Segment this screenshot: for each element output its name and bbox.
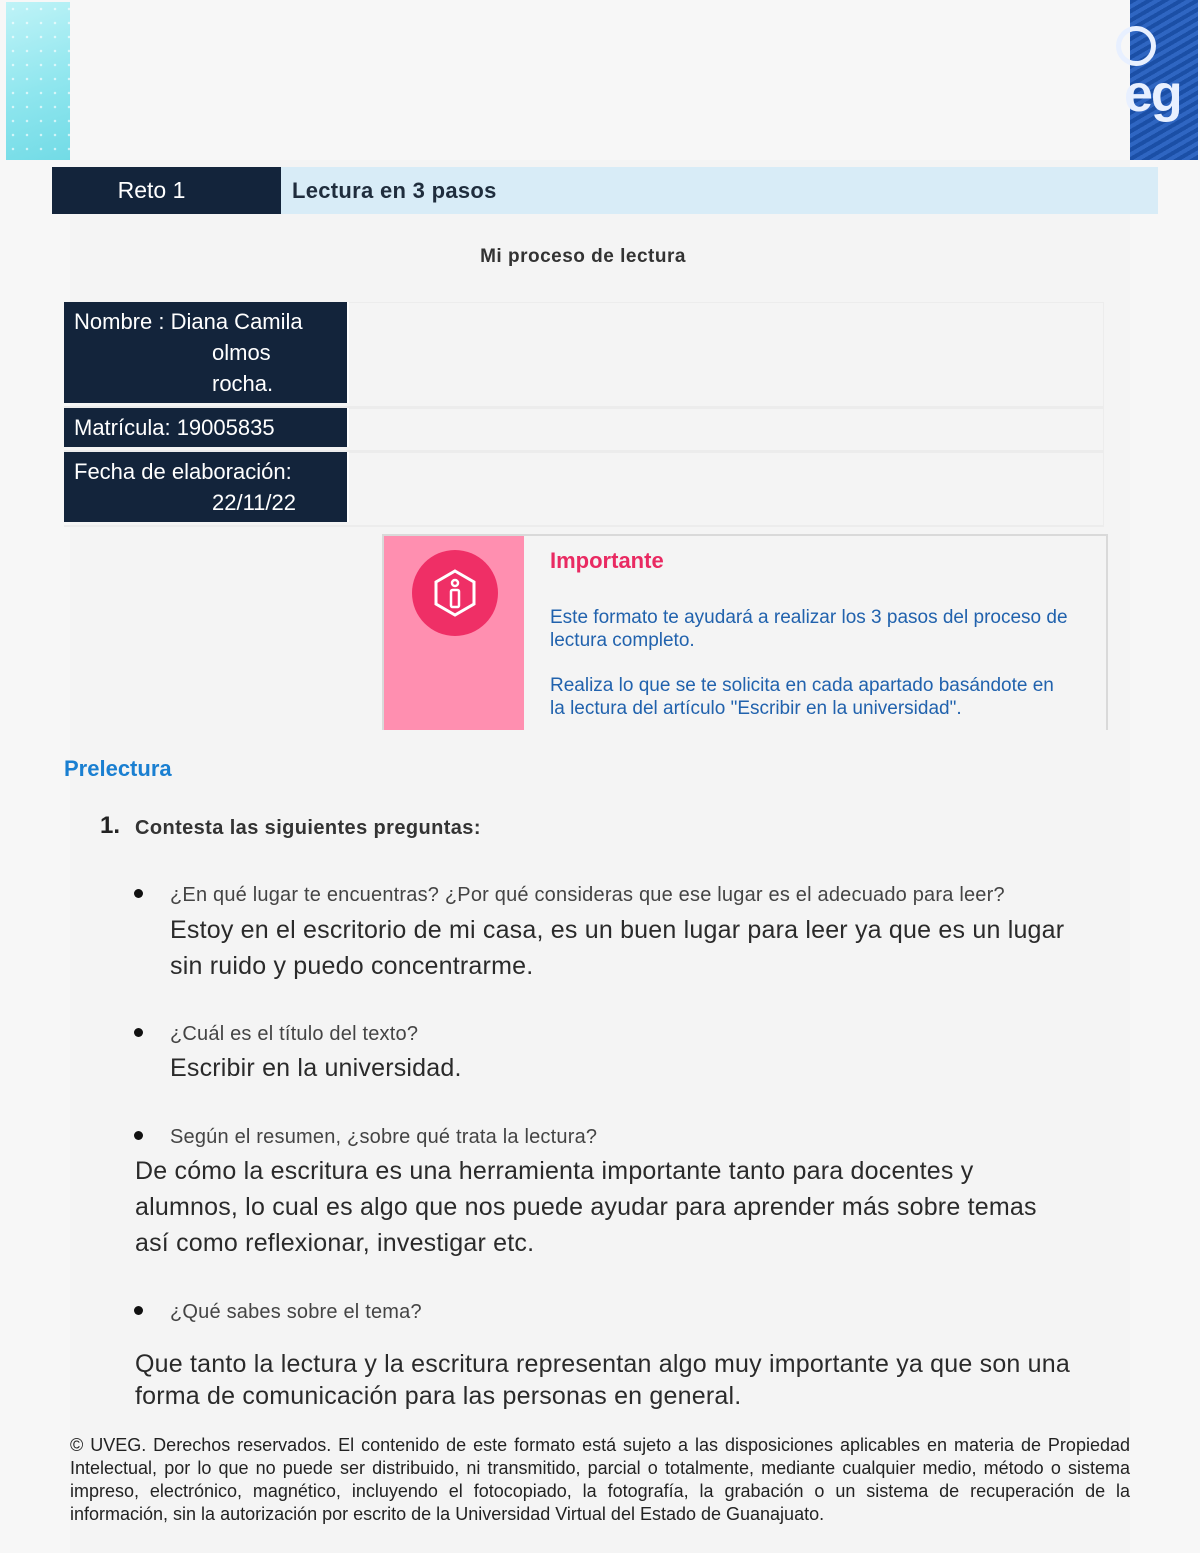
uveg-logo	[1124, 0, 1198, 160]
fecha-line-1: Fecha de elaboración:	[74, 459, 292, 484]
question-2: ¿Cuál es el título del texto?	[170, 1023, 419, 1045]
matricula-value-cell[interactable]	[349, 408, 1104, 450]
copyright-footer: © UVEG. Derechos reservados. El contenido de este formato está sujeto a las disposiciones aplicables en materia de Propiedad Intelectual, por lo que no puede ser distribuido, ni transmitido, parcial o totalmente, mediante cualquier medio, método o sistema impreso, electrónico, magnético, incluyendo el fotocopiado, la fotografía, la grabación o un sistema de recuperación de la información, sin la autorización por escrito de la Universidad Virtual del Estado de Guanajuato.	[70, 1435, 1130, 1524]
fecha-label	[64, 452, 349, 522]
answer-3	[135, 1153, 1037, 1261]
important-paragraph-1: Este formato te ayudará a realizar los 3 pasos del proceso de lectura completo.	[550, 607, 1068, 651]
important-notice	[382, 534, 1108, 730]
question-heading: Contesta las siguientes preguntas:	[135, 817, 481, 839]
nombre-value-cell[interactable]	[349, 302, 1104, 406]
nombre-line-2: olmos	[212, 340, 271, 365]
answer-1-line-1: Estoy en el escritorio de mi casa, es un buen lugar para leer ya que es un lugar	[170, 916, 1065, 944]
question-3: Según el resumen, ¿sobre qué trata la lectura?	[170, 1126, 598, 1148]
matricula-label: Matrícula: 19005835	[64, 408, 349, 447]
bullet-icon	[134, 1028, 143, 1037]
answer-2-line-1: Escribir en la universidad.	[170, 1054, 462, 1082]
nombre-label	[64, 302, 349, 403]
important-sidebar	[384, 536, 524, 730]
bullet-icon	[134, 889, 143, 898]
answer-1	[170, 912, 1064, 984]
answer-4-line-1: Que tanto la lectura y la escritura representan algo muy importante ya que son una	[135, 1350, 1070, 1378]
header-decoration-left	[6, 2, 70, 160]
info-row-fecha	[64, 452, 1104, 527]
bullet-icon	[134, 1131, 143, 1140]
student-info-table	[64, 302, 1104, 527]
document-title: Lectura en 3 pasos	[281, 167, 1158, 214]
fecha-value-cell[interactable]	[349, 452, 1104, 525]
important-paragraph-2: Realiza lo que se te solicita en cada apartado basándote en la lectura del artículo "Escribir en la universidad".	[550, 675, 1054, 719]
question-4: ¿Qué sabes sobre el tema?	[170, 1301, 422, 1323]
important-title: Importante	[550, 548, 664, 573]
answer-4-line-2: forma de comunicación para las personas en general.	[135, 1382, 742, 1410]
reto-label: Reto 1	[52, 167, 281, 214]
answer-2	[170, 1050, 462, 1086]
nombre-line-1: Nombre : Diana Camila	[74, 309, 303, 334]
section-title-prelectura: Prelectura	[64, 756, 172, 781]
answer-1-line-2: sin ruido y puedo concentrarme.	[170, 952, 534, 980]
nombre-line-3: rocha.	[212, 371, 274, 396]
info-row-matricula	[64, 408, 1104, 452]
answer-3-line-3: así como reflexionar, investigar etc.	[135, 1229, 535, 1257]
fecha-line-2: 22/11/22	[212, 490, 297, 515]
bullet-icon	[134, 1306, 143, 1315]
page-subtitle: Mi proceso de lectura	[480, 246, 686, 267]
info-icon	[412, 550, 498, 636]
title-bar	[52, 167, 1158, 214]
answer-4	[135, 1348, 1070, 1412]
answer-3-line-2: alumnos, lo cual es algo que nos puede ayudar para aprender más sobre temas	[135, 1193, 1037, 1221]
question-number: 1.	[100, 812, 121, 839]
logo-text: eg	[1124, 65, 1181, 123]
answer-3-line-1: De cómo la escritura es una herramienta importante tanto para docentes y	[135, 1157, 974, 1185]
question-1: ¿En qué lugar te encuentras? ¿Por qué consideras que ese lugar es el adecuado para leer?	[170, 884, 1005, 906]
info-row-nombre	[64, 302, 1104, 408]
